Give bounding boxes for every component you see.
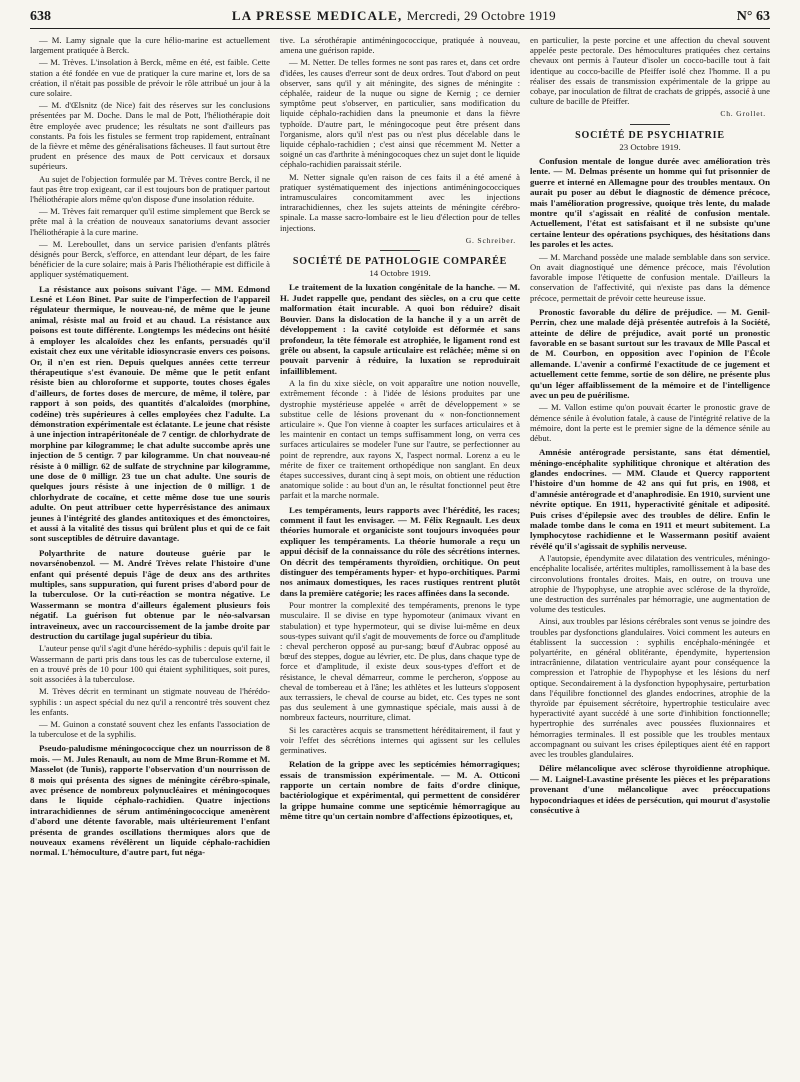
- article-paragraph-titled: Pseudo-paludisme méningococcique chez un nourrisson de 8 mois. — M. Jules Renault, au nom de Mme Brun-Romme et M. Masselot (de Tunis), rapporte l'observation d'un nourrisson de 8 mois qui présenta des signes de méningite cérébro-spinale, avec présence de nombreux polynucléaires et méningocoques dans le liquide céphalo-rachidien. Quatre injections intrarachidiennes de sérum antiméningococcique amenèrent d'abord une détente favorable, mais ultérieurement l'enfant présenta de grandes oscillations thermiques alors que de nouveaux examens révélèrent un liquide céphalo-rachidien normal. L'hémoculture, d'autre part, fut néga-: [30, 743, 270, 858]
- article-paragraph: A la fin du xixe siècle, on voit apparaître une notion nouvelle, extrêmement féconde : à l'idée de lésions produites par une dystrophie mystérieuse appelée « arrêt de développement » se substitue celle de lésions provenant du « non-fonctionnement articulaire ». Que l'on vienne à coapter les surfaces articulaires et à les maintenir en contact un temps suffisamment long, on verra ces surfaces articulaires se modeler l'une sur l'autre, se perfectionner au point de reprendre, aux rayons X, l'aspect normal. Lorenz a eu le mérite de fixer ce traitement orthopédique non sanglant. En deux étapes successives, durant cinq à sept mois, on obtient une réduction anatomique solide : au bout d'un an, le résultat fonctionnel peut être parfait et la marche normale.: [280, 378, 520, 501]
- article-paragraph-titled: Confusion mentale de longue durée avec amélioration très lente. — M. Delmas présente un homme qui fut prisonnier de guerre et interné en Allemagne pour des troubles mentaux. On aurait pu poser au début le diagnostic de démence précoce, mais l'amélioration progressive, quoique très lente, du malade montre qu'il s'agissait en réalité de confusion mentale. Actuellement, l'état est satisfaisant et il ne subsiste qu'une certaine lenteur des opérations psychiques, des hésitations dans les paroles et les actes.: [530, 156, 770, 250]
- article-paragraph: Ainsi, aux troubles par lésions cérébrales sont venus se joindre des troubles par dysfonctions glandulaires. Voici comment les auteurs en établissent la succession : syphilis encéphalo-méningée et polyartérite, en général oblitérante, épendymite, hypertension intracrânienne, dilatation ventriculaire ayant pour conséquence la compression et l'atrophie de l'hypophyse et les lésions du nerf optique. Secondairement à la dysfonction hypophysaire, perturbation dans l'équilibre fonctionnel des glandes endocrines, atrophie de la thyroïde par épuisement sécrétoire, hypertrophie testiculaire avec hyperactivité ayant succédé à une sorte d'inhibition fonctionnelle; hypertrophie des surrénales avec poussées fluxionnaires et hémorragies terminales. Il est possible que les troubles mentaux accompagnant ou suivant les crises épileptiques aient été en rapport avec les troubles glandulaires.: [530, 616, 770, 760]
- continued-paragraph: en particulier, la peste porcine et une affection du cheval souvent appelée peste pectorale. Des hémocultures pratiquées chez certains chevaux ont permis à l'auteur d'isoler un cocco-bacille tout à fait identique au cocco-bacille de Pfeiffer isolé chez l'homme. Il a pu réaliser des essais de transmission expérimentale de la grippe au cobaye, par inoculation de filtrat de crachats de grippés, associé à une culture de bacille de Pfeiffer.: [530, 35, 770, 107]
- column-3: [530, 35, 770, 1075]
- article-paragraph-titled: Le traitement de la luxation congénitale de la hanche. — M. H. Judet rappelle que, pendant des siècles, on a cru que cette malformation était incurable. A quoi bon réduire? disait Bouvier. Dans la dislocation de la hanche il y a un arrêt de développement : la cavité cotyloïde est déformée et sans profondeur, la tête fémorale est atrophiée, le ligament rond est grêle ou absent, la capsule articulaire est relâchée; même si on pouvait parvenir à réduire, la luxation se reproduirait infailliblement.: [280, 282, 520, 376]
- article-paragraph-titled: Pronostic favorable du délire de préjudice. — M. Genil-Perrin, chez une malade déjà présentée autrefois à la Société, atteinte de délire de préjudice, avait porté un pronostic favorable en se basant surtout sur les travaux de Mlle Pascal et de M. Courbon, en opposition avec l'opinion de l'École allemande. L'avenir a confirmé l'exactitude de ce jugement et actuellement cette femme, sortie de son délire, ne présente plus qu'un léger affaiblissement de la mémoire et de l'intelligence avec un peu de puérilisme.: [530, 306, 770, 400]
- article-paragraph-titled: Relation de la grippe avec les septicémies hémorragiques; essais de transmission expérimentale. — M. A. Otticoni rapporte un certain nombre de faits d'ordre clinique, bactériologique et expérimental, qui permettent de considérer la grippe humaine comme une septicémie hémorragique au même titre qu'un certain nombre d'affections épizootiques, et,: [280, 759, 520, 822]
- columns: [30, 35, 770, 1075]
- article-paragraph: — M. Lamy signale que la cure hélio-marine est actuellement largement pratiquée à Berck.: [30, 35, 270, 56]
- article-paragraph: M. Trèves décrit en terminant un stigmate nouveau de l'hérédo-syphilis : un aspect spécial du nez qu'il a rencontré très souvent chez les enfants.: [30, 686, 270, 717]
- column-1: [30, 35, 270, 1075]
- article-paragraph: L'auteur pense qu'il s'agit d'une hérédo-syphilis : depuis qu'il fait le Wassermann de parti pris dans tous les cas de tuberculose externe, il en a trouvé près de 10 pour 100 qui étaient syphilitiques, soit pures, soit associées à la tuberculose.: [30, 643, 270, 685]
- issue-number: N° 63: [736, 9, 770, 24]
- column-2: [280, 35, 520, 1075]
- society-heading: SOCIÉTÉ DE PATHOLOGIE COMPARÉE: [292, 256, 508, 268]
- article-paragraph: — M. Marchand possède une malade semblable dans son service. On avait diagnostiqué une démence précoce, mais l'évolution favorable impose l'étiquette de confusion mentale. D'ailleurs la conservation de l'affectivité, qui n'existe pas dans la démence précoce, permettait de prévoir cette heureuse issue.: [530, 251, 770, 303]
- article-paragraph: — M. d'Œlsnitz (de Nice) fait des réserves sur les conclusions présentées par M. Doche. Dans le mal de Pott, l'héliothérapie doit être employée avec prudence; les résultats ne sont d'ailleurs pas constants. Pa fois les fistules se ferment trop rapidement, entraînant de la fièvre et même des généralisations fâcheuses. Il faut surtout être prudent en présence des maux de Pott cervicaux et dorsaux supérieurs.: [30, 100, 270, 172]
- issue-date: Mercredi, 29 Octobre 1919: [406, 8, 556, 23]
- article-paragraph: — M. Vallon estime qu'on pouvait écarter le pronostic grave de démence sénile à évolution fatale, à cause de l'intégrité relative de la mémoire, dont la perte est le premier signe de la démence sénile au début.: [530, 402, 770, 443]
- article-paragraph: Si les caractères acquis se transmettent héréditairement, il faut y voir l'effet des sécrétions internes qui agissent sur les cellules germinatives.: [280, 724, 520, 756]
- article-paragraph-titled: Les tempéraments, leurs rapports avec l'hérédité, les races; comment il faut les envisager. — M. Félix Regnault. Les deux théories humorale et organiciste sont toujours invoquées pour expliquer les tempéraments. La théorie humorale a reçu un appui décisif de la connaissance du rôle des sécrétions internes. On décrit des tempéraments thyroïdien, orchitique. On peut distinguer des tempéraments hyper- et hypo-orchitiques. Parmi nos animaux domestiques, les races rustiques rentrent plutôt dans la première catégorie; les races affinées dans la seconde.: [280, 504, 520, 598]
- page-header: [30, 8, 770, 29]
- article-paragraph-titled: La résistance aux poisons suivant l'âge. — MM. Edmond Lesné et Léon Binet. Par suite de l'imperfection de l'appareil régulateur thermique, le nouveau-né, de même que le jeune animal, résiste mal au froid et au chaud. La résistance aux poisons est toute différente. Longtemps les médecins ont hésité à employer les alcaloïdes chez les enfants, persuadés qu'il existait chez eux une véritable idiosyncrasie envers ces poisons. Or, il n'en est rien. Depuis quelques années cette terreur thérapeutique s'est évanouie. De même que le petit enfant résiste bien au chloroforme et supporte, toutes choses égales d'ailleurs, de fortes doses de mercure, de même, il tolère, par rapport à son poids, des quantités d'alcaloïdes (morphine, codéine) très supérieures à celles employées chez l'adulte. La démonstration expérimentale est éclatante. Le jeune chat résiste à une injection intrapéritonéale de 7 centigr. de chlorhydrate de morphine par kilogramme; le chat adulte succombe après une injection de 5 centigr. 7 par kilogramme. Un chat nouveau-né résiste à 0 milligr. 62 de sulfate de strychnine par kilogramme, une dose de 0 milligr. 23 tue un chat adulte. Une souris de quelques jours résiste à une injection de 0 milligr. 1 de chlorhydrate de cocaïne, et cette même dose tue une souris adulte. On peut attribuer cette hyperrésistance des animaux jeunes à l'intégrité des glandes antitoxiques et des émonctoires, et aussi à la vitalité des tissus qui brûlent plus et qui de ce fait sont susceptibles de détruire davantage.: [30, 283, 270, 544]
- article-paragraph-titled: Délire mélancolique avec sclérose thyroïdienne atrophique. — M. Laignel-Lavastine présente les pièces et les préparations provenant d'une mélancolique avec préoccupations hypocondriaques et idées de persécution, qui mourut d'asystolie consécutive à: [530, 763, 770, 815]
- article-paragraph-titled: Polyarthrite de nature douteuse guérie par le novarsénobenzol. — M. André Trèves relate l'histoire d'une enfant qui présenté depuis l'âge de deux ans des arthrites multiples, sans suppuration, qui furent prises d'abord pour de la tuberculose. Or la cuti-réaction se montra négative. Le Wassermann se montra d'ailleurs également plusieurs fois négatif. La guérison fut obtenue par le néo-salvarsan intraveineux, avec un raccourcissement de la jambe droite par destruction du cartilage jugal supérieur du tibia.: [30, 547, 270, 642]
- article-paragraph-titled: Amnésie antérograde persistante, sans état démentiel, méningo-encéphalite syphilitique chronique et altération des glandes endocrines. — MM. Claude et Quercy rapportent l'histoire d'un homme de 42 ans qui fut pris, en 1908, et d'amnésie antérograde et d'anaphrodisie. En 1910, survient une névrite optique. En 1911, hyperactivité génitale et adiposité. Puis crises d'épilepsie avec des troubles de délire. Enfin le malade tombe dans le coma en 1911 et meurt subitement. La lymphocytose rachidienne et le Wassermann positif avaient révélé qu'il s'agissait de syphilis nerveuse.: [530, 447, 770, 551]
- article-paragraph: A l'autopsie, épendymite avec dilatation des ventricules, méningo-encéphalite localisée, artérites multiples, ramollissement à la base des circonvolutions frontales droites. Mais, en outre, on trouva une atrophie de l'hypophyse, une atrophie avec sclérose de la thyroïde, une destruction des surrénales par hémorragie, une augmentation de volume des testicules.: [530, 553, 770, 615]
- article-paragraph: M. Netter signale qu'en raison de ces faits il a été amené à pratiquer systématiquement des injections antiméningococciques intramusculaires concomitamment avec les injections intrarachidiennes, chez les sujets atteints de méningite cérébro-spinale. La masse sacro-lombaire est le lieu d'élection pour de telles injections.: [280, 171, 520, 233]
- author-signature: Ch. Grollet.: [720, 109, 766, 119]
- session-date: 14 Octobre 1919.: [369, 268, 431, 279]
- society-heading: SOCIÉTÉ DE PSYCHIATRIE: [575, 129, 725, 141]
- article-paragraph: — M. Trèves. L'insolation à Berck, même en été, est faible. Cette station a été fondée en vue de pratiquer la cure marine et, lors de sa création, il n'était pas possible de prévoir le rôle attribué un jour à la cure solaire.: [30, 57, 270, 99]
- continued-paragraph: tive. La sérothérapie antiméningococcique, pratiquée à nouveau, amena une guérison rapide.: [280, 35, 520, 56]
- section-divider: [380, 250, 420, 251]
- author-signature: G. Schreiber.: [465, 235, 516, 245]
- article-paragraph: Pour montrer la complexité des tempéraments, prenons le type musculaire. Il se divise en type hypomoteur (animaux vivant en stabulation) et type hypermoteur, qui se divise lui-même en deux sous-types suivant qu'il s'agit de mouvements de force ou d'amplitude : cheval percheron opposé au pur-sang; bœuf d'Aubrac opposé au bœuf des steppes, dogue au lévrier, etc. De plus, dans chaque type de force et d'amplitude, il existe deux sous-types d'effort et de résistance, le cheval démarreur, comme le percheron, s'oppose au cheval de tombereau et à l'âne; les athlètes et les lutteurs s'opposent aux terrassiers, le cheval de course au bidet, etc. Ces types ne sont pas dus seulement à une gymnastique spéciale, mais aussi à de nombreux facteurs, nourriture, climat.: [280, 600, 520, 723]
- section-divider: [630, 124, 670, 125]
- article-paragraph: Au sujet de l'objection formulée par M. Trèves contre Berck, il ne faut pas être trop exigeant, car il est toujours bon de pratiquer partout l'héliothérapie alors même qu'on dispose d'une insolation réduite.: [30, 173, 270, 205]
- article-paragraph: — M. Netter. De telles formes ne sont pas rares et, dans cet ordre d'idées, les causes d'erreur sont de deux ordres. Tout d'abord on peut observer, sans qu'il y ait méningite, des signes de méningite : céphalée, raideur de la nuque ou signe de Kernig ; ce dernier symptôme peut s'observer, en particulier, sans modification du liquide céphalo-rachidien dans la pneumonie et dans la fièvre typhoïde. D'autre part, le méningocoque peut être présent dans l'organisme, alors qu'il n'est pas ou n'est plus décelable dans le liquide céphalo-rachidien ; c'est ainsi que récemment M. Netter a soigné un cas d'arthrite à méningocoques chez un sujet dont le liquide céphalo-rachidien paraissait stérile.: [280, 57, 520, 170]
- article-paragraph: — M. Lereboullet, dans un service parisien d'enfants plâtrés désignés pour Berck, s'efforce, en attendant leur départ, de les faire bénéficier de la cure solaire; mais à Paris l'héliothérapie est difficile à appliquer systématiquement.: [30, 238, 270, 280]
- running-title: [232, 8, 556, 24]
- session-date: 23 Octobre 1919.: [619, 141, 681, 152]
- journal-name: LA PRESSE MEDICALE,: [231, 8, 403, 23]
- page-number: 638: [30, 9, 51, 24]
- article-paragraph: — M. Trèves fait remarquer qu'il estime simplement que Berck se prête mal à la création de nouveaux sanatoriums devant associer l'héliothérapie à la cure marine.: [30, 206, 270, 237]
- article-paragraph: — M. Guinon a constaté souvent chez les enfants l'association de la tuberculose et de la syphilis.: [30, 718, 270, 740]
